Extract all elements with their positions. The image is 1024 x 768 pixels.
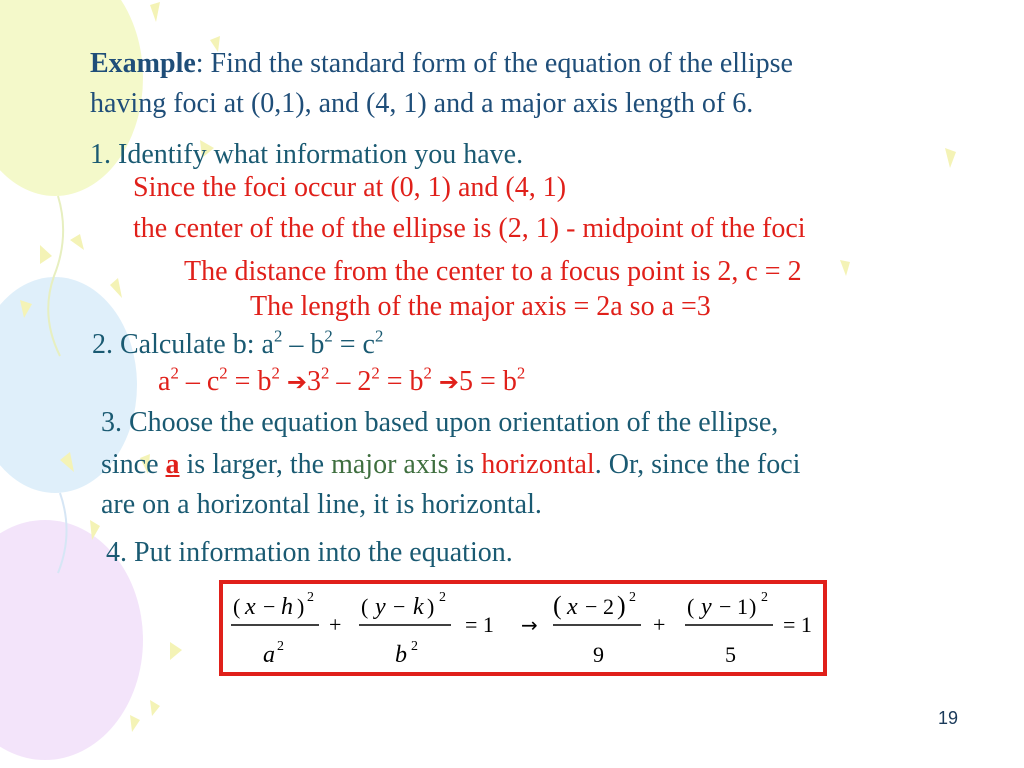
calc-eq-b: = b — [227, 366, 272, 397]
step1-distance-line: The distance from the center to a focus point is 2, c = 2 — [184, 256, 802, 287]
svg-text:): ) — [617, 591, 626, 620]
calc-five-eq-b: 5 = b — [459, 366, 517, 397]
exponent: 2 — [271, 363, 280, 383]
exponent: 2 — [170, 363, 179, 383]
ellipse-equation — [223, 584, 823, 672]
specific-x-numerator: ( — [553, 591, 562, 620]
step2-heading-c: = c — [332, 329, 375, 360]
svg-text:2: 2 — [307, 590, 314, 605]
svg-text:2: 2 — [277, 639, 284, 654]
svg-text:= 1: = 1 — [465, 612, 494, 637]
right-arrow-icon: ➔ — [438, 368, 460, 396]
step3-major-axis: major axis — [331, 449, 449, 480]
step1-heading: 1. Identify what information you have. — [90, 139, 524, 170]
svg-text:→: → — [521, 613, 538, 637]
calc-minus-two: – 2 — [329, 366, 372, 397]
exponent: 2 — [374, 326, 384, 346]
step1-center-line: the center of the of the ellipse is (2, 1) - midpoint of the foci — [133, 213, 806, 244]
specific-y-denominator: 5 — [725, 642, 736, 667]
step3-line2 — [101, 451, 800, 479]
general-y-denominator: b — [395, 642, 407, 668]
svg-text:y: y — [375, 594, 386, 620]
svg-text:−: − — [263, 594, 276, 619]
svg-text:−: − — [585, 594, 598, 619]
equation-box — [219, 580, 827, 676]
step3-horizontal: horizontal — [481, 449, 595, 480]
svg-text:2: 2 — [411, 639, 418, 654]
specific-x-denominator: 9 — [593, 642, 604, 667]
exponent: 2 — [219, 363, 228, 383]
svg-text:−: − — [393, 594, 406, 619]
svg-text:2: 2 — [439, 590, 446, 605]
slide-number: 19 — [938, 708, 959, 728]
exponent: 2 — [423, 363, 432, 383]
svg-text:k: k — [413, 594, 424, 620]
specific-y-numerator: ( — [687, 594, 695, 619]
svg-text:2: 2 — [761, 590, 768, 605]
svg-text:2: 2 — [603, 594, 614, 619]
svg-text:+: + — [329, 612, 342, 637]
exponent: 2 — [516, 363, 526, 383]
step3-or-since: . Or, since the foci — [594, 449, 801, 480]
step4-heading: 4. Put information into the equation. — [106, 537, 513, 568]
step3-since: since — [101, 449, 166, 480]
step1-major-axis-line: The length of the major axis = 2a so a =3 — [250, 291, 711, 322]
example-label: Example — [90, 48, 196, 79]
step2-heading — [92, 326, 384, 360]
step3-line3: are on a horizontal line, it is horizontal. — [101, 489, 542, 520]
svg-text:−: − — [719, 594, 732, 619]
general-x-numerator: ( — [233, 594, 241, 619]
general-x-denominator: a — [263, 642, 275, 668]
right-arrow-icon: ➔ — [286, 368, 307, 396]
svg-text:): ) — [297, 594, 305, 619]
svg-text:x: x — [245, 594, 256, 620]
example-title-line1 — [90, 50, 793, 78]
exponent: 2 — [324, 326, 333, 346]
calc-minus-c: – c — [178, 366, 220, 397]
svg-text:1: 1 — [737, 594, 748, 619]
general-y-numerator: ( — [361, 594, 369, 619]
step3-line1: 3. Choose the equation based upon orientation of the ellipse, — [101, 407, 779, 438]
svg-text:h: h — [281, 594, 293, 620]
step3-is: is — [448, 449, 482, 480]
calc-eq-b2: = b — [379, 366, 424, 397]
calc-three: 3 — [306, 366, 321, 397]
exponent: 2 — [371, 363, 380, 383]
example-prompt: : Find the standard form of the equation of the ellipse — [195, 48, 793, 79]
svg-text:): ) — [427, 594, 435, 619]
step1-foci-line: Since the foci occur at (0, 1) and (4, 1) — [133, 172, 567, 203]
exponent: 2 — [273, 326, 283, 346]
step3-a-variable: a — [165, 449, 180, 480]
example-title-line2: having foci at (0,1), and (4, 1) and a major axis length of 6. — [90, 88, 754, 119]
exponent: 2 — [320, 363, 330, 383]
calc-a: a — [158, 366, 171, 397]
svg-text:2: 2 — [629, 590, 636, 605]
svg-text:x: x — [567, 594, 578, 620]
step2-calculation — [158, 363, 526, 397]
svg-text:+: + — [653, 612, 666, 637]
step2-heading-b: – b — [282, 329, 325, 360]
svg-text:y: y — [701, 594, 712, 620]
svg-text:): ) — [749, 594, 757, 619]
svg-text:= 1: = 1 — [783, 612, 812, 637]
step2-heading-a: 2. Calculate b: a — [92, 329, 274, 360]
step3-is-larger: is larger, the — [179, 449, 332, 480]
